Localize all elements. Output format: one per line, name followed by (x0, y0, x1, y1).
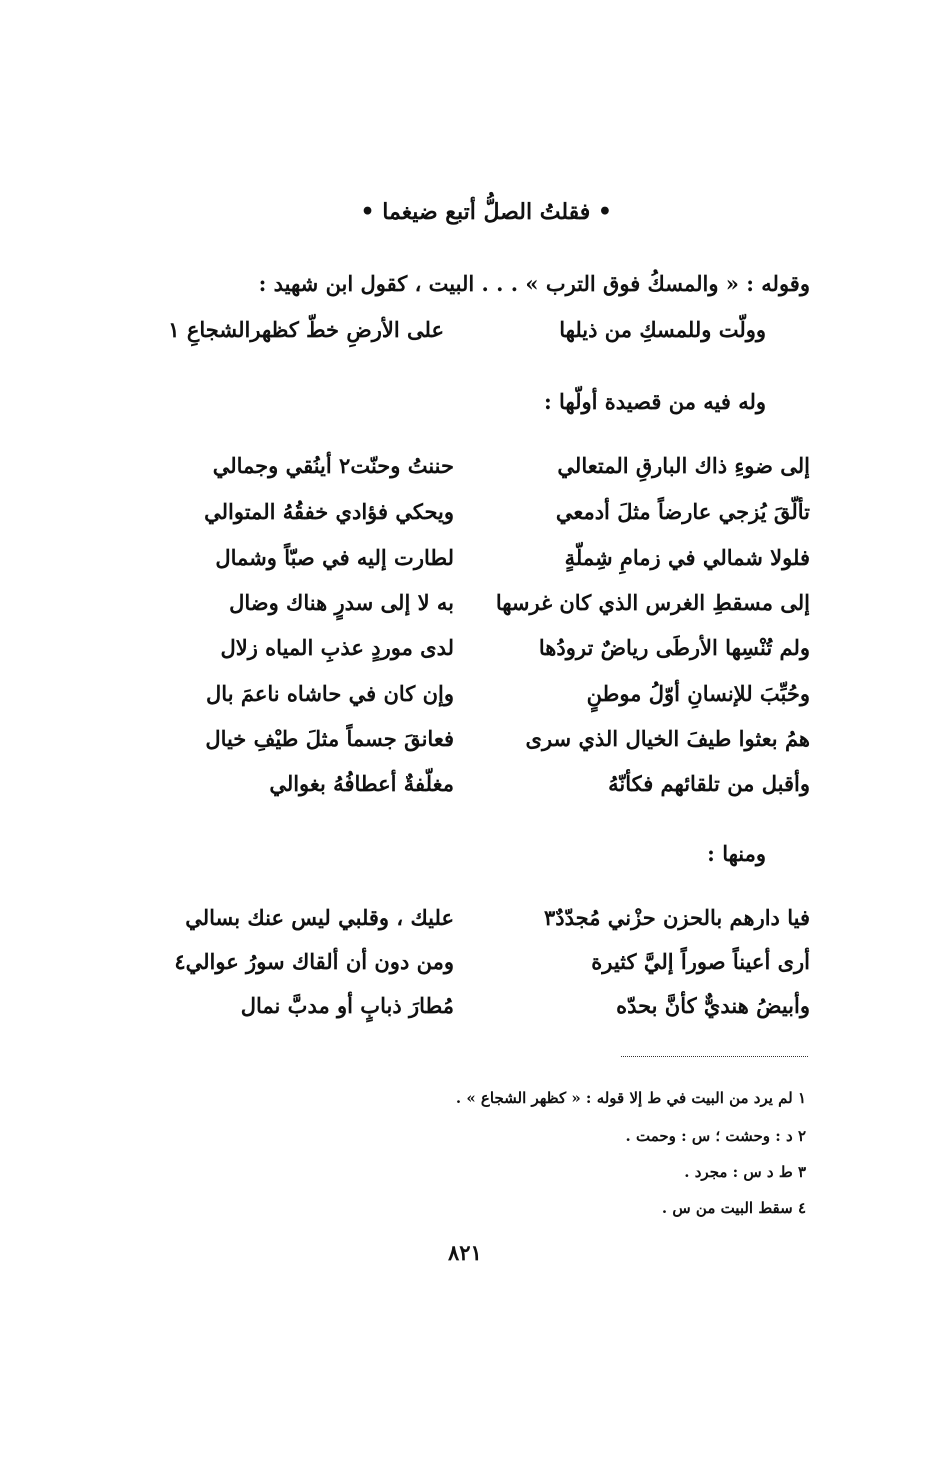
quoted-verse-right: وولّت وللمسكِ من ذيلها (559, 317, 766, 342)
verse-hemistich-right: أرى أعيناً صوراً إليَّ كثيرة (591, 949, 810, 974)
page-number: ٨٢١ (448, 1240, 482, 1265)
verse-hemistich-right: ولم تُنْسِها الأرطَى رياضٌ ترودُها (538, 635, 810, 660)
verse-hemistich-right: همُ بعثوا طيفَ الخيال الذي سرى (525, 726, 810, 751)
footnote: ٤ سقط البيت من س . (661, 1199, 806, 1217)
verse-hemistich-left: وإن كان في حاشاه ناعمَ بال (206, 681, 454, 706)
footnote: ٣ ط د س : مجرد . (684, 1163, 806, 1181)
minha-label: ومنها : (707, 841, 766, 866)
verse-hemistich-right: فيا دارهم بالحزن حزْني مُجدّدٌ٣ (544, 905, 810, 930)
verse-hemistich-right: وأبيضُ هنديٌّ كأنَّ بحدّه (616, 993, 810, 1018)
verse-hemistich-left: ويحكي فؤادي خفقُهُ المتوالي (204, 499, 454, 524)
verse-hemistich-left: لطارت إليه في صبّاً وشمال (215, 545, 454, 570)
intro-line: وقوله : « والمسكُ فوق الترب » . . . البيت ، كقول ابن شهيد : (258, 271, 810, 296)
verse-hemistich-right: إلى مسقطِ الغرس الذي كان غرسها (495, 590, 810, 615)
verse-hemistich-right: وأقبل من تلقائهم فكأنّهُ (608, 771, 810, 796)
verse-hemistich-left: فعانقَ جسماً مثلَ طيْفِ خيال (205, 726, 454, 751)
verse-hemistich-right: فلولا شمالي في زمامِ شِملّةٍ (564, 545, 810, 570)
verse-hemistich-left: لدى موردٍ عذبِ المياه زلال (220, 635, 454, 660)
section-heading: • فقلتُ الصلُّ أتبع ضيغما • (360, 199, 612, 225)
verse-hemistich-left: ومن دون أن ألقاك سورُ عوالي٤ (174, 949, 454, 974)
verse-hemistich-left: به لا إلى سدرٍ هناك وضال (229, 590, 454, 615)
poem-intro: وله فيه من قصيدة أولّها : (543, 389, 766, 414)
verse-hemistich-left: مغلّفةٌ أعطافُهُ بغوالي (269, 771, 454, 796)
verse-hemistich-left: عليك ، وقلبي ليس عنك بسالي (185, 905, 454, 930)
verse-hemistich-left: مُطارَ ذبابٍ أو مدبَّ نمال (240, 993, 454, 1018)
quoted-verse-left: على الأرضِ خطّ كظهرالشجاعِ ١ (168, 317, 444, 342)
verse-hemistich-right: إلى ضوءِ ذاك البارقِ المتعالي (557, 453, 810, 478)
verse-hemistich-right: تألّقَ يُزجي عارضاً مثلَ أدمعي (555, 499, 810, 524)
footnote: ١ لم يرد من البيت في ط إلا قوله : « كظهر الشجاع » . (455, 1089, 806, 1107)
verse-hemistich-right: وحُبِّبَ للإنسانِ أوّلُ موطنٍ (586, 681, 810, 706)
footnote: ٢ د : وحشت ؛ س : وحمت . (625, 1127, 806, 1145)
footnote-divider (621, 1056, 808, 1057)
verse-hemistich-left: حننتُ وحنّت٢ أينُقي وجمالي (212, 453, 454, 478)
